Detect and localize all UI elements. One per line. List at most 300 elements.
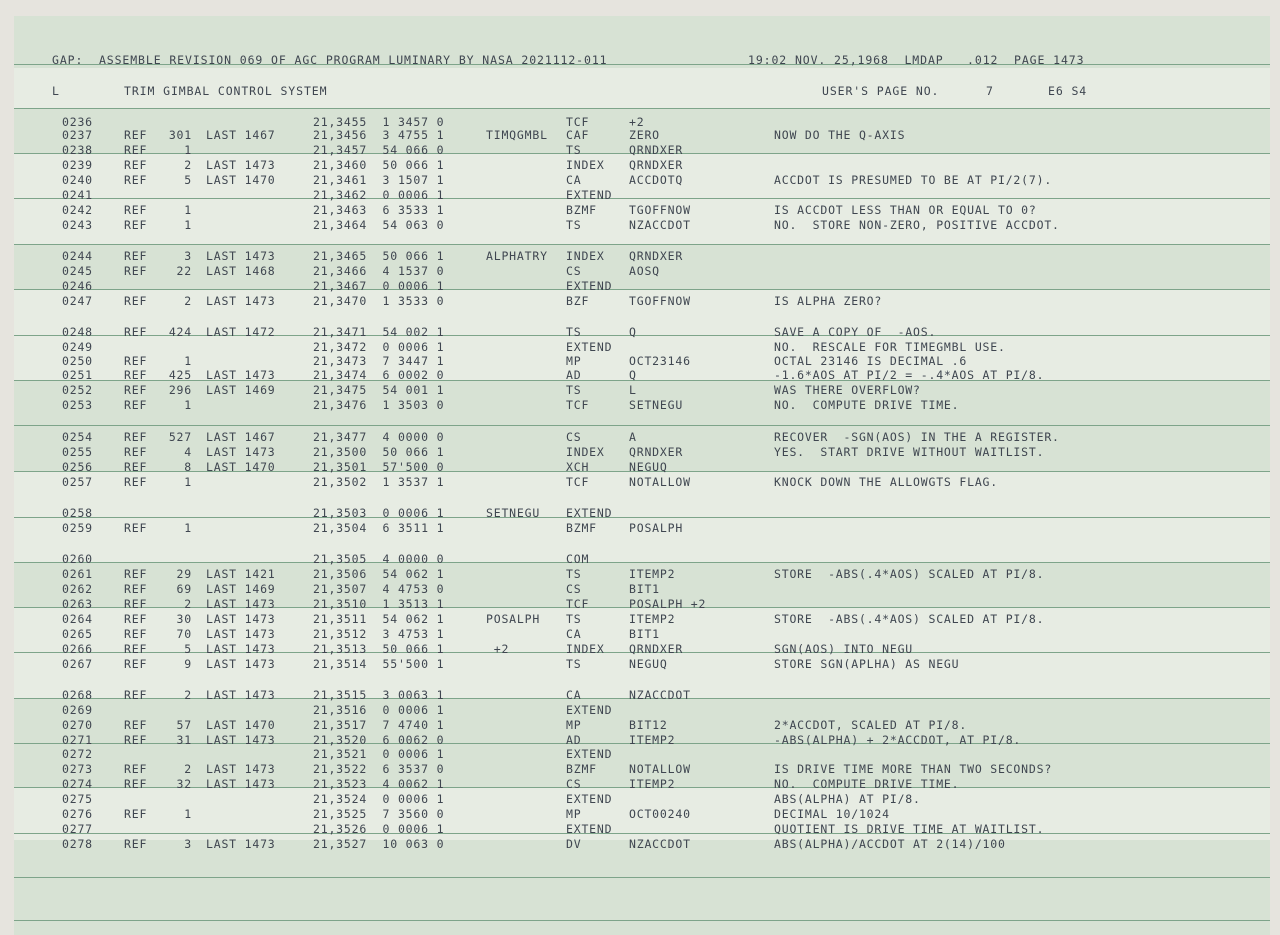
memory-address: 21,3467 0 0006 1 <box>313 279 445 293</box>
operand: ITEMP2 <box>629 567 676 581</box>
last-reference: LAST 1473 <box>206 657 276 671</box>
memory-address: 21,3455 1 3457 0 <box>313 115 445 129</box>
listing-line <box>14 657 1270 672</box>
code-label: ALPHATRY <box>486 249 548 263</box>
ref-keyword: REF <box>124 203 148 217</box>
opcode: TS <box>566 325 582 339</box>
line-number: 0269 <box>62 703 93 717</box>
line-number: 0250 <box>62 354 93 368</box>
ref-value: 3 <box>184 837 192 851</box>
operand: L <box>629 383 637 397</box>
listing-line <box>14 203 1270 218</box>
line-number: 0252 <box>62 383 93 397</box>
ref-keyword: REF <box>124 718 148 732</box>
ref-keyword: REF <box>124 430 148 444</box>
line-number: 0238 <box>62 143 93 157</box>
last-reference: LAST 1470 <box>206 173 276 187</box>
memory-address: 21,3513 50 066 1 <box>313 642 445 656</box>
ref-keyword: REF <box>124 475 148 489</box>
ref-value: 1 <box>184 354 192 368</box>
ref-keyword: REF <box>124 762 148 776</box>
opcode: AD <box>566 368 582 382</box>
ref-keyword: REF <box>124 354 148 368</box>
operand: ACCDOTQ <box>629 173 684 187</box>
code-comment: -ABS(ALPHA) + 2*ACCDOT, AT PI/8. <box>774 733 1022 747</box>
code-label: TIMQGMBL <box>486 128 548 142</box>
ref-keyword: REF <box>124 368 148 382</box>
operand: BIT1 <box>629 627 660 641</box>
ref-value: 527 <box>168 430 192 444</box>
opcode: INDEX <box>566 158 605 172</box>
ref-keyword: REF <box>124 688 148 702</box>
memory-address: 21,3470 1 3533 0 <box>313 294 445 308</box>
opcode: TCF <box>566 597 590 611</box>
listing-line <box>14 475 1270 490</box>
line-number: 0239 <box>62 158 93 172</box>
opcode: DV <box>566 837 582 851</box>
listing-line <box>14 143 1270 158</box>
ref-value: 57 <box>176 718 192 732</box>
ref-value: 69 <box>176 582 192 596</box>
listing-line <box>14 158 1270 173</box>
opcode: MP <box>566 807 582 821</box>
code-comment: OCTAL 23146 IS DECIMAL .6 <box>774 354 968 368</box>
opcode: TS <box>566 612 582 626</box>
code-comment: DECIMAL 10/1024 <box>774 807 890 821</box>
operand: NEGUQ <box>629 460 668 474</box>
line-number: 0249 <box>62 340 93 354</box>
ref-value: 5 <box>184 173 192 187</box>
operand: NEGUQ <box>629 657 668 671</box>
opcode: CA <box>566 688 582 702</box>
memory-address: 21,3472 0 0006 1 <box>313 340 445 354</box>
line-number: 0274 <box>62 777 93 791</box>
memory-address: 21,3505 4 0000 0 <box>313 552 445 566</box>
opcode: COM <box>566 552 590 566</box>
listing-line <box>14 173 1270 188</box>
listing-line <box>14 747 1270 762</box>
code-comment: STORE -ABS(.4*AOS) SCALED AT PI/8. <box>774 567 1045 581</box>
listing-line <box>14 249 1270 264</box>
code-comment: WAS THERE OVERFLOW? <box>774 383 921 397</box>
opcode: INDEX <box>566 249 605 263</box>
code-comment: YES. START DRIVE WITHOUT WAITLIST. <box>774 445 1045 459</box>
code-comment: KNOCK DOWN THE ALLOWGTS FLAG. <box>774 475 998 489</box>
line-number: 0272 <box>62 747 93 761</box>
ref-keyword: REF <box>124 627 148 641</box>
operand: POSALPH +2 <box>629 597 707 611</box>
listing-line <box>14 354 1270 369</box>
opcode: INDEX <box>566 445 605 459</box>
opcode: CA <box>566 627 582 641</box>
code-comment: 2*ACCDOT, SCALED AT PI/8. <box>774 718 968 732</box>
ref-keyword: REF <box>124 733 148 747</box>
memory-address: 21,3523 4 0062 1 <box>313 777 445 791</box>
ref-keyword: REF <box>124 642 148 656</box>
operand: BIT12 <box>629 718 668 732</box>
opcode: EXTEND <box>566 188 613 202</box>
ref-value: 1 <box>184 807 192 821</box>
listing-line <box>14 460 1270 475</box>
operand: OCT00240 <box>629 807 691 821</box>
last-reference: LAST 1470 <box>206 460 276 474</box>
line-number: 0244 <box>62 249 93 263</box>
ref-keyword: REF <box>124 158 148 172</box>
ref-keyword: REF <box>124 612 148 626</box>
memory-address: 21,3475 54 001 1 <box>313 383 445 397</box>
line-number: 0258 <box>62 506 93 520</box>
opcode: TS <box>566 143 582 157</box>
ref-keyword: REF <box>124 445 148 459</box>
code-comment: SGN(AOS) INTO NEGU <box>774 642 914 656</box>
opcode: EXTEND <box>566 792 613 806</box>
opcode: CS <box>566 582 582 596</box>
memory-address: 21,3465 50 066 1 <box>313 249 445 263</box>
last-reference: LAST 1473 <box>206 597 276 611</box>
line-number: 0253 <box>62 398 93 412</box>
opcode: TCF <box>566 398 590 412</box>
ref-value: 4 <box>184 445 192 459</box>
ref-value: 1 <box>184 475 192 489</box>
listing-line <box>14 521 1270 536</box>
opcode: INDEX <box>566 642 605 656</box>
users-page-number: 7 <box>986 84 994 98</box>
operand: POSALPH <box>629 521 684 535</box>
ref-value: 70 <box>176 627 192 641</box>
ref-keyword: REF <box>124 777 148 791</box>
line-number: 0277 <box>62 822 93 836</box>
ref-value: 2 <box>184 688 192 702</box>
code-comment: IS ALPHA ZERO? <box>774 294 883 308</box>
last-reference: LAST 1473 <box>206 733 276 747</box>
memory-address: 21,3504 6 3511 1 <box>313 521 445 535</box>
listing-line <box>14 383 1270 398</box>
last-reference: LAST 1473 <box>206 158 276 172</box>
listing-line <box>14 837 1270 852</box>
code-comment: NO. STORE NON-ZERO, POSITIVE ACCDOT. <box>774 218 1060 232</box>
line-number: 0261 <box>62 567 93 581</box>
opcode: EXTEND <box>566 822 613 836</box>
line-number: 0237 <box>62 128 93 142</box>
code-comment: NO. COMPUTE DRIVE TIME. <box>774 777 960 791</box>
ref-value: 1 <box>184 521 192 535</box>
memory-address: 21,3466 4 1537 0 <box>313 264 445 278</box>
ref-keyword: REF <box>124 128 148 142</box>
page-codes: E6 S4 <box>1048 84 1088 98</box>
operand: QRNDXER <box>629 249 684 263</box>
memory-address: 21,3527 10 063 0 <box>313 837 445 851</box>
opcode: CAF <box>566 128 590 142</box>
last-reference: LAST 1473 <box>206 762 276 776</box>
code-comment: NO. COMPUTE DRIVE TIME. <box>774 398 960 412</box>
listing-line <box>14 188 1270 203</box>
operand: QRNDXER <box>629 143 684 157</box>
operand: ITEMP2 <box>629 777 676 791</box>
ref-keyword: REF <box>124 218 148 232</box>
memory-address: 21,3514 55'500 1 <box>313 657 445 671</box>
code-comment: ABS(ALPHA)/ACCDOT AT 2(14)/100 <box>774 837 1006 851</box>
memory-address: 21,3517 7 4740 1 <box>313 718 445 732</box>
users-page-label: USER'S PAGE NO. <box>822 84 940 98</box>
listing-line <box>14 264 1270 279</box>
ref-value: 2 <box>184 294 192 308</box>
last-reference: LAST 1468 <box>206 264 276 278</box>
section-flag: L <box>52 84 60 98</box>
ref-value: 31 <box>176 733 192 747</box>
operand: ITEMP2 <box>629 612 676 626</box>
last-reference: LAST 1473 <box>206 249 276 263</box>
opcode: TS <box>566 218 582 232</box>
listing-line <box>14 762 1270 777</box>
operand: ZERO <box>629 128 660 142</box>
last-reference: LAST 1473 <box>206 642 276 656</box>
opcode: EXTEND <box>566 703 613 717</box>
last-reference: LAST 1473 <box>206 627 276 641</box>
listing-line <box>14 688 1270 703</box>
code-comment: STORE SGN(APLHA) AS NEGU <box>774 657 960 671</box>
operand: NOTALLOW <box>629 762 691 776</box>
memory-address: 21,3516 0 0006 1 <box>313 703 445 717</box>
listing-line <box>14 642 1270 657</box>
opcode: TS <box>566 383 582 397</box>
line-number: 0265 <box>62 627 93 641</box>
memory-address: 21,3463 6 3533 1 <box>313 203 445 217</box>
opcode: XCH <box>566 460 590 474</box>
ref-value: 2 <box>184 597 192 611</box>
listing-line <box>14 218 1270 233</box>
paper-rule <box>14 425 1270 426</box>
line-number: 0276 <box>62 807 93 821</box>
operand: QRNDXER <box>629 642 684 656</box>
paper-rule <box>14 244 1270 245</box>
memory-address: 21,3456 3 4755 1 <box>313 128 445 142</box>
memory-address: 21,3524 0 0006 1 <box>313 792 445 806</box>
opcode: EXTEND <box>566 506 613 520</box>
assembly-header: GAP: ASSEMBLE REVISION 069 OF AGC PROGRAM LUMINARY BY NASA 2021112-011 <box>52 53 608 67</box>
code-comment: STORE -ABS(.4*AOS) SCALED AT PI/8. <box>774 612 1045 626</box>
operand: A <box>629 430 637 444</box>
memory-address: 21,3473 7 3447 1 <box>313 354 445 368</box>
ref-keyword: REF <box>124 582 148 596</box>
operand: NZACCDOT <box>629 218 691 232</box>
code-comment: NOW DO THE Q-AXIS <box>774 128 906 142</box>
operand: TGOFFNOW <box>629 294 691 308</box>
last-reference: LAST 1473 <box>206 294 276 308</box>
last-reference: LAST 1473 <box>206 837 276 851</box>
code-label: POSALPH <box>486 612 541 626</box>
line-number: 0241 <box>62 188 93 202</box>
operand: OCT23146 <box>629 354 691 368</box>
last-reference: LAST 1473 <box>206 688 276 702</box>
memory-address: 21,3522 6 3537 0 <box>313 762 445 776</box>
memory-address: 21,3520 6 0062 0 <box>313 733 445 747</box>
line-number: 0270 <box>62 718 93 732</box>
memory-address: 21,3474 6 0002 0 <box>313 368 445 382</box>
listing-line <box>14 279 1270 294</box>
page-title: TRIM GIMBAL CONTROL SYSTEM <box>124 84 328 98</box>
last-reference: LAST 1469 <box>206 383 276 397</box>
listing-line <box>14 325 1270 340</box>
line-number: 0248 <box>62 325 93 339</box>
memory-address: 21,3461 3 1507 1 <box>313 173 445 187</box>
ref-value: 30 <box>176 612 192 626</box>
opcode: TCF <box>566 475 590 489</box>
memory-address: 21,3500 50 066 1 <box>313 445 445 459</box>
last-reference: LAST 1473 <box>206 777 276 791</box>
operand: Q <box>629 368 637 382</box>
listing-line <box>14 597 1270 612</box>
ref-value: 425 <box>168 368 192 382</box>
listing-line <box>14 294 1270 309</box>
ref-keyword: REF <box>124 294 148 308</box>
line-number: 0275 <box>62 792 93 806</box>
line-number: 0268 <box>62 688 93 702</box>
ref-keyword: REF <box>124 143 148 157</box>
code-comment: IS DRIVE TIME MORE THAN TWO SECONDS? <box>774 762 1053 776</box>
code-comment: ABS(ALPHA) AT PI/8. <box>774 792 921 806</box>
ref-value: 29 <box>176 567 192 581</box>
ref-value: 301 <box>168 128 192 142</box>
operand: NZACCDOT <box>629 688 691 702</box>
operand: ITEMP2 <box>629 733 676 747</box>
line-number: 0267 <box>62 657 93 671</box>
ref-value: 424 <box>168 325 192 339</box>
line-number: 0273 <box>62 762 93 776</box>
line-number: 0255 <box>62 445 93 459</box>
last-reference: LAST 1470 <box>206 718 276 732</box>
memory-address: 21,3512 3 4753 1 <box>313 627 445 641</box>
opcode: AD <box>566 733 582 747</box>
line-number: 0264 <box>62 612 93 626</box>
memory-address: 21,3471 54 002 1 <box>313 325 445 339</box>
memory-address: 21,3501 57'500 0 <box>313 460 445 474</box>
ref-value: 1 <box>184 218 192 232</box>
last-reference: LAST 1473 <box>206 445 276 459</box>
ref-keyword: REF <box>124 264 148 278</box>
ref-keyword: REF <box>124 597 148 611</box>
operand: +2 <box>629 115 645 129</box>
listing-line <box>14 430 1270 445</box>
ref-keyword: REF <box>124 383 148 397</box>
paper-rule <box>14 877 1270 878</box>
memory-address: 21,3525 7 3560 0 <box>313 807 445 821</box>
listing-line <box>14 567 1270 582</box>
last-reference: LAST 1467 <box>206 128 276 142</box>
ref-keyword: REF <box>124 657 148 671</box>
operand: QRNDXER <box>629 445 684 459</box>
paper-rule <box>14 920 1270 921</box>
memory-address: 21,3464 54 063 0 <box>313 218 445 232</box>
opcode: TCF <box>566 115 590 129</box>
line-number: 0254 <box>62 430 93 444</box>
operand: NOTALLOW <box>629 475 691 489</box>
ref-value: 32 <box>176 777 192 791</box>
last-reference: LAST 1473 <box>206 612 276 626</box>
line-number: 0246 <box>62 279 93 293</box>
code-comment: SAVE A COPY OF -AOS. <box>774 325 937 339</box>
ref-value: 3 <box>184 249 192 263</box>
line-number: 0245 <box>62 264 93 278</box>
opcode: TS <box>566 657 582 671</box>
ref-value: 1 <box>184 398 192 412</box>
line-number: 0266 <box>62 642 93 656</box>
opcode: EXTEND <box>566 279 613 293</box>
line-number: 0259 <box>62 521 93 535</box>
code-comment: -1.6*AOS AT PI/2 = -.4*AOS AT PI/8. <box>774 368 1045 382</box>
code-comment: IS ACCDOT LESS THAN OR EQUAL TO 0? <box>774 203 1037 217</box>
opcode: MP <box>566 718 582 732</box>
opcode: BZF <box>566 294 590 308</box>
operand: NZACCDOT <box>629 837 691 851</box>
code-label: +2 <box>486 642 510 656</box>
timestamp-header: 19:02 NOV. 25,1968 LMDAP .012 PAGE 1473 <box>748 53 1085 67</box>
operand: QRNDXER <box>629 158 684 172</box>
listing-line <box>14 445 1270 460</box>
line-number: 0240 <box>62 173 93 187</box>
memory-address: 21,3503 0 0006 1 <box>313 506 445 520</box>
memory-address: 21,3502 1 3537 1 <box>313 475 445 489</box>
memory-address: 21,3476 1 3503 0 <box>313 398 445 412</box>
opcode: BZMF <box>566 203 597 217</box>
listing-line <box>14 552 1270 567</box>
line-number: 0278 <box>62 837 93 851</box>
memory-address: 21,3506 54 062 1 <box>313 567 445 581</box>
opcode: BZMF <box>566 521 597 535</box>
line-number: 0247 <box>62 294 93 308</box>
opcode: EXTEND <box>566 340 613 354</box>
ref-value: 1 <box>184 143 192 157</box>
line-number: 0242 <box>62 203 93 217</box>
code-comment: ACCDOT IS PRESUMED TO BE AT PI/2(7). <box>774 173 1053 187</box>
memory-address: 21,3510 1 3513 1 <box>313 597 445 611</box>
memory-address: 21,3457 54 066 0 <box>313 143 445 157</box>
line-number: 0271 <box>62 733 93 747</box>
memory-address: 21,3526 0 0006 1 <box>313 822 445 836</box>
listing-line <box>14 128 1270 143</box>
ref-keyword: REF <box>124 807 148 821</box>
memory-address: 21,3462 0 0006 1 <box>313 188 445 202</box>
ref-value: 5 <box>184 642 192 656</box>
ref-keyword: REF <box>124 173 148 187</box>
operand: AOSQ <box>629 264 660 278</box>
opcode: TS <box>566 567 582 581</box>
listing-page <box>14 16 1270 935</box>
ref-keyword: REF <box>124 249 148 263</box>
opcode: CS <box>566 430 582 444</box>
code-comment: QUOTIENT IS DRIVE TIME AT WAITLIST. <box>774 822 1045 836</box>
ref-keyword: REF <box>124 837 148 851</box>
paper-rule <box>14 108 1270 109</box>
last-reference: LAST 1469 <box>206 582 276 596</box>
ref-keyword: REF <box>124 567 148 581</box>
listing-line <box>14 506 1270 521</box>
ref-keyword: REF <box>124 521 148 535</box>
code-comment: RECOVER -SGN(AOS) IN THE A REGISTER. <box>774 430 1060 444</box>
ref-value: 296 <box>168 383 192 397</box>
listing-line <box>14 777 1270 792</box>
memory-address: 21,3507 4 4753 0 <box>313 582 445 596</box>
operand: SETNEGU <box>629 398 684 412</box>
opcode: CS <box>566 777 582 791</box>
line-number: 0260 <box>62 552 93 566</box>
memory-address: 21,3515 3 0063 1 <box>313 688 445 702</box>
opcode: MP <box>566 354 582 368</box>
line-number: 0251 <box>62 368 93 382</box>
listing-line <box>14 398 1270 413</box>
code-comment: NO. RESCALE FOR TIMEGMBL USE. <box>774 340 1006 354</box>
opcode: CS <box>566 264 582 278</box>
listing-line <box>14 733 1270 748</box>
